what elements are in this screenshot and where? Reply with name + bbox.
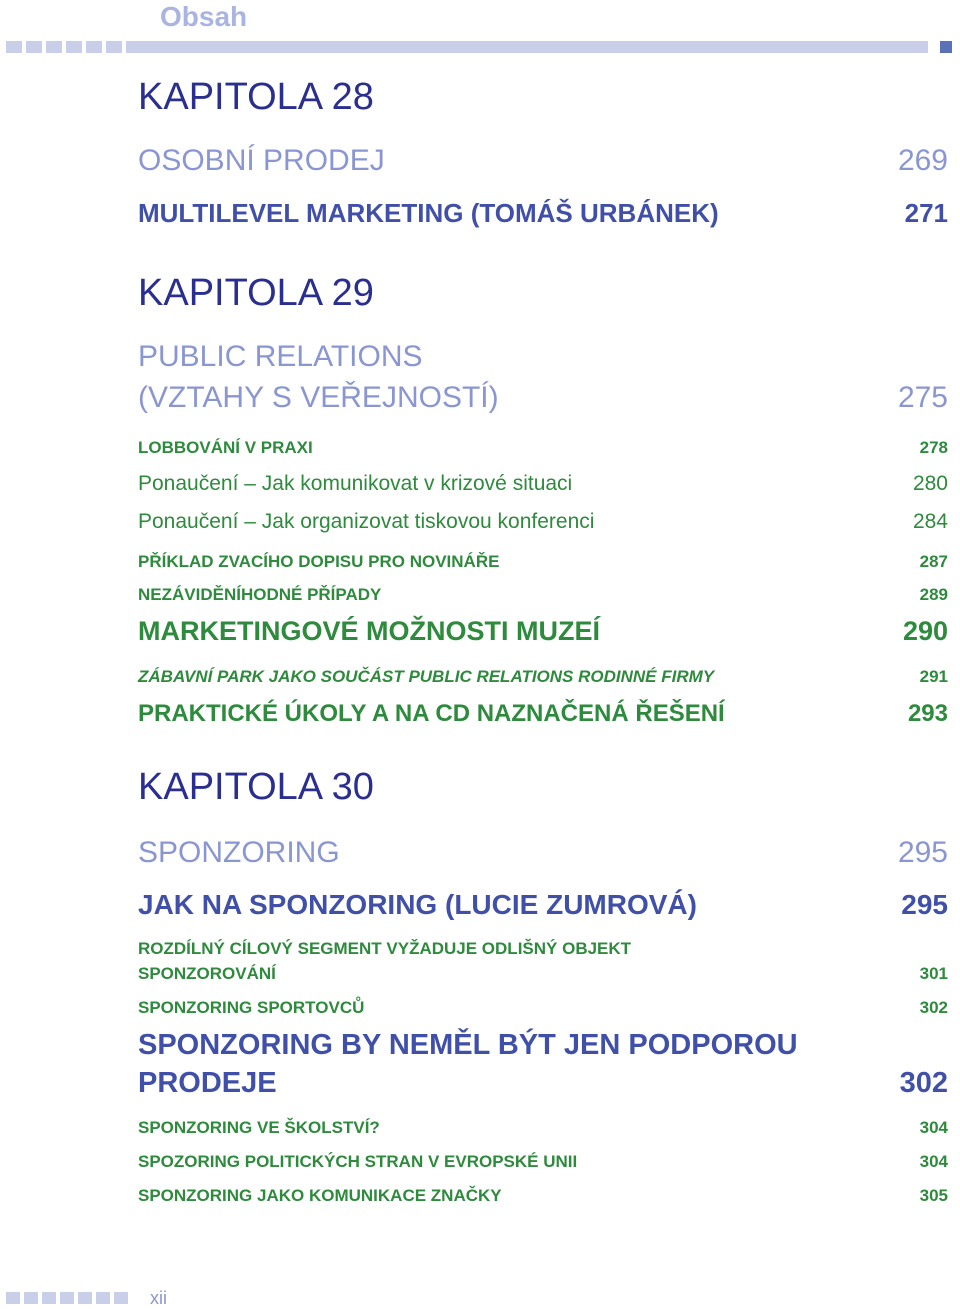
toc-entry[interactable]: SPONZORING JAKO KOMUNIKACE ZNAČKY 305: [138, 1186, 948, 1205]
page-title: Obsah: [160, 1, 248, 32]
toc-entry[interactable]: Ponaučení – Jak organizovat tiskovou konferenci 284: [138, 510, 948, 533]
page-number: xii: [150, 1288, 167, 1308]
chapter-30-heading: KAPITOLA 30: [138, 766, 374, 808]
toc-entry[interactable]: JAK NA SPONZORING (LUCIE ZUMROVÁ) 295: [138, 889, 948, 920]
toc-entry[interactable]: NEZÁVIDĚNÍHODNÉ PŘÍPADY 289: [138, 585, 948, 604]
chapter-29-heading: KAPITOLA 29: [138, 272, 374, 314]
toc-entry[interactable]: Ponaučení – Jak komunikovat v krizové situaci 280: [138, 472, 948, 495]
toc-entry[interactable]: PRAKTICKÉ ÚKOLY A NA CD NAZNAČENÁ ŘEŠENÍ 293: [138, 700, 948, 727]
toc-entry[interactable]: SPOZORING POLITICKÝCH STRAN V EVROPSKÉ UNII 304: [138, 1152, 948, 1171]
toc-entry[interactable]: SPONZORING SPORTOVCŮ 302: [138, 998, 948, 1017]
toc-entry[interactable]: PŘÍKLAD ZVACÍHO DOPISU PRO NOVINÁŘE 287: [138, 552, 948, 571]
toc-entry[interactable]: OSOBNÍ PRODEJ 269: [138, 144, 948, 177]
toc-entry[interactable]: PRODEJE 302: [138, 1067, 948, 1099]
toc-entry[interactable]: MARKETINGOVÉ MOŽNOSTI MUZEÍ 290: [138, 616, 948, 646]
toc-entry[interactable]: PUBLIC RELATIONS: [138, 340, 423, 373]
toc-entry[interactable]: ROZDÍLNÝ CÍLOVÝ SEGMENT VYŽADUJE ODLIŠNÝ OBJEKT: [138, 939, 632, 958]
header-decoration-bar: [0, 41, 960, 53]
toc-entry[interactable]: SPONZORING 295: [138, 836, 948, 869]
chapter-28-heading: KAPITOLA 28: [138, 76, 374, 118]
toc-entry[interactable]: LOBBOVÁNÍ V PRAXI 278: [138, 438, 948, 457]
toc-entry[interactable]: SPONZOROVÁNÍ 301: [138, 964, 948, 983]
toc-entry[interactable]: SPONZORING VE ŠKOLSTVÍ? 304: [138, 1118, 948, 1137]
toc-entry[interactable]: (VZTAHY S VEŘEJNOSTÍ) 275: [138, 381, 948, 414]
toc-entry[interactable]: ZÁBAVNÍ PARK JAKO SOUČÁST PUBLIC RELATIONS RODINNÉ FIRMY 291: [138, 667, 948, 686]
toc-entry[interactable]: SPONZORING BY NEMĚL BÝT JEN PODPOROU: [138, 1029, 798, 1061]
toc-entry[interactable]: MULTILEVEL MARKETING (TOMÁŠ URBÁNEK) 271: [138, 198, 948, 228]
footer-decoration-bar: [0, 1292, 960, 1304]
